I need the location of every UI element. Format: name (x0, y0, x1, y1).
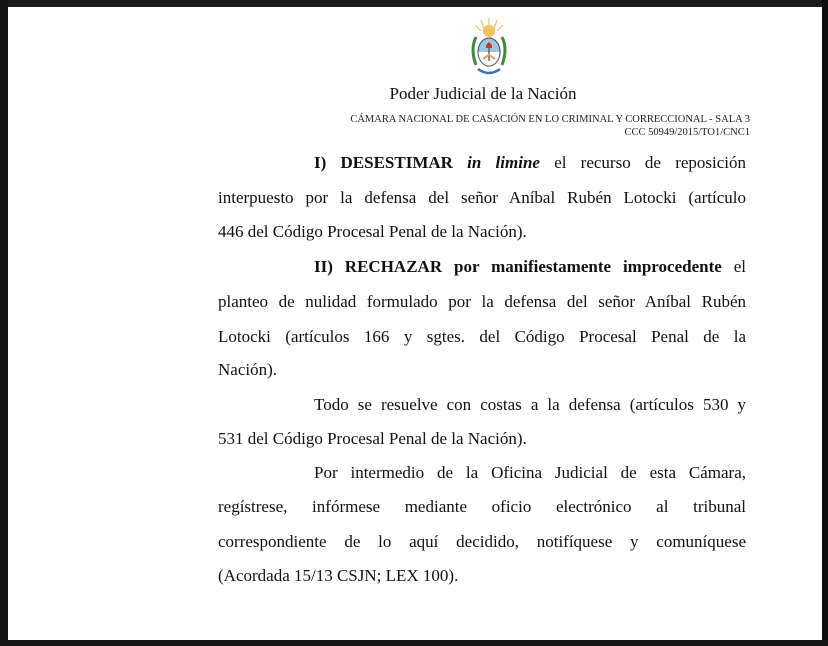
paragraph-1-line-2: interpuesto por la defensa del señor Aníbal Rubén Lotocki (artículo (218, 188, 746, 207)
photo-frame-right (822, 0, 828, 646)
paragraph-3-line-1: Todo se resuelve con costas a la defensa (artículos 530 y (314, 395, 746, 414)
photo-frame-bottom (0, 640, 828, 646)
paragraph-1-line-3: 446 del Código Procesal Penal de la Nación). (218, 222, 527, 241)
paragraph-4-line-3: correspondiente de lo aquí decidido, notifíquese y comuníquese (218, 532, 746, 551)
paragraph-3-line-2: 531 del Código Procesal Penal de la Nación). (218, 429, 527, 448)
paragraph-2-line-3: Lotocki (artículos 166 y sgtes. del Código Procesal Penal de la (218, 327, 746, 346)
photo-frame-top (0, 0, 828, 7)
paragraph-2-line-1: II) RECHAZAR por manifiestamente improcedente el (314, 257, 746, 276)
header-subtitle (350, 113, 750, 139)
paragraph-4-line-2: regístrese, infórmese mediante oficio electrónico al tribunal (218, 497, 746, 516)
paragraph-4-line-1: Por intermedio de la Oficina Judicial de esta Cámara, (314, 463, 746, 482)
court-name: CÁMARA NACIONAL DE CASACIÓN EN LO CRIMINAL Y CORRECCIONAL - SALA 3 (350, 114, 750, 125)
paragraph-2-line-4: Nación). (218, 360, 278, 379)
case-number: CCC 50949/2015/TO1/CNC1 (624, 127, 750, 138)
page-title: Poder Judicial de la Nación (389, 84, 577, 103)
paragraph-1-line-1: I) DESESTIMAR in limine el recurso de reposición (314, 153, 747, 172)
coat-of-arms-icon (464, 15, 514, 83)
paragraph-2-line-2: planteo de nulidad formulado por la defensa del señor Aníbal Rubén (218, 292, 746, 311)
document-page (8, 7, 822, 640)
paragraph-4-line-4: (Acordada 15/13 CSJN; LEX 100). (218, 566, 459, 585)
photo-frame-left (0, 0, 8, 646)
